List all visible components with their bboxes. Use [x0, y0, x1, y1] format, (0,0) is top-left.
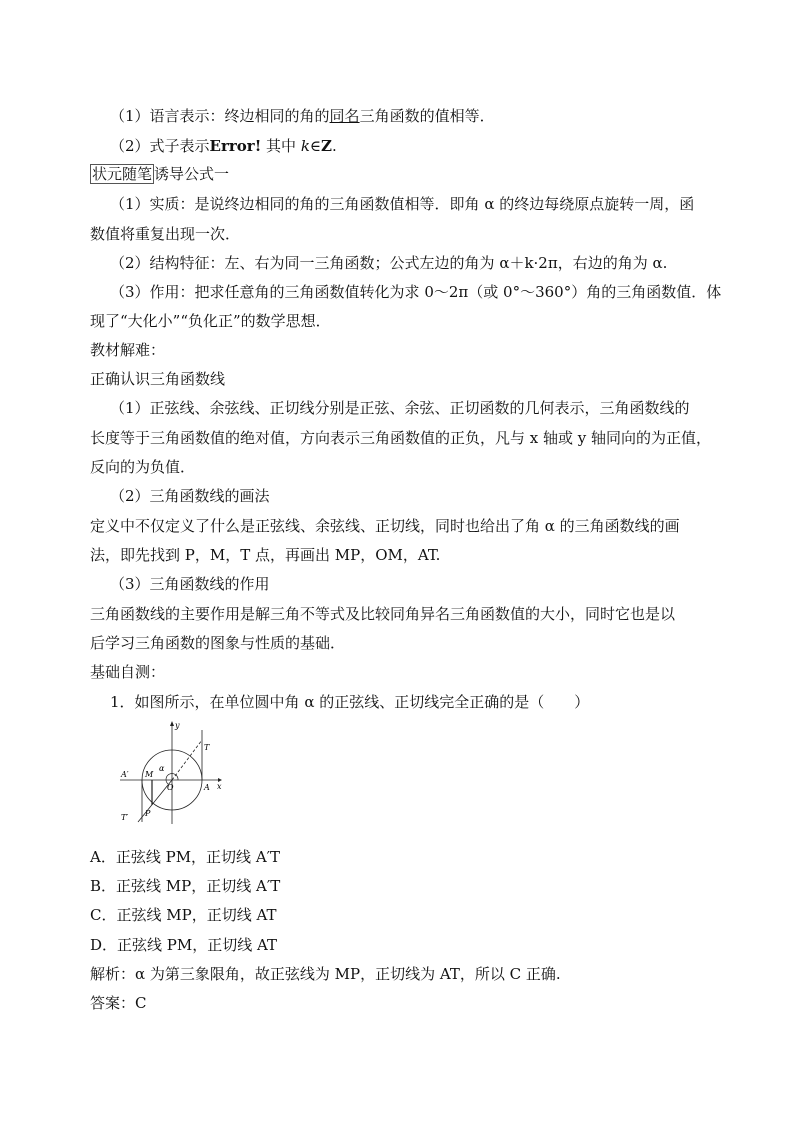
option-a: A．正弦线 PM，正切线 A′T — [90, 848, 281, 866]
paragraph-usage-line2: 后学习三角函数的图象与性质的基础． — [90, 634, 346, 652]
label-x: x — [217, 782, 222, 791]
dashed-ray-to-t — [172, 740, 202, 780]
label-t: T — [204, 743, 210, 752]
option-b: B．正弦线 MP，正切线 A′T — [90, 877, 281, 895]
paragraph-essence-line2: 数值将重复出现一次． — [90, 225, 241, 243]
text: ∈ — [309, 137, 322, 155]
label-a-prime: A′ — [121, 770, 129, 779]
label-m: M — [145, 770, 154, 779]
text: 诱导公式一 — [154, 165, 230, 183]
paragraph-trig-lines-line1: （1）正弦线、余弦线、正切线分别是正弦、余弦、正切函数的几何表示，三角函数线的 — [110, 399, 690, 417]
heading-textbook-difficulty: 教材解难： — [90, 341, 166, 359]
text: （2）式子表示 — [110, 137, 210, 155]
paragraph-usage-line1: 三角函数线的主要作用是解三角不等式及比较同角异名三角函数值的大小，同时它也是以 — [90, 605, 676, 623]
answer-text: 答案：C — [90, 994, 147, 1012]
unit-circle-figure — [118, 718, 226, 826]
paragraph-drawing-line2: 法，即先找到 P，M，T 点，再画出 MP，OM，AT. — [90, 546, 441, 564]
analysis-text: 解析：α 为第三象限角，故正弦线为 MP，正切线为 AT，所以 C 正确. — [90, 965, 561, 983]
variable-k: k — [300, 137, 310, 155]
option-d: D．正弦线 PM，正切线 AT — [90, 936, 278, 954]
paragraph-formula-expression — [110, 136, 337, 156]
unit-circle-diagram — [118, 718, 226, 826]
paragraph-drawing-line1: 定义中不仅定义了什么是正弦线、余弦线、正切线，同时也给出了角 α 的三角函数线的画 — [90, 517, 680, 535]
label-y: y — [175, 721, 180, 730]
paragraph-function-line1: （3）作用：把求任意角的三角函数值转化为求 0～2π（或 0°～360°）角的三角函数值．体 — [110, 283, 722, 301]
paragraph-structure: （2）结构特征：左、右为同一三角函数；公式左边的角为 α＋k·2π，右边的角为 α. — [110, 254, 668, 272]
paragraph-trig-lines-line3: 反向的为负值． — [90, 458, 196, 476]
text: 其中 — [261, 137, 301, 155]
underlined-text: 同名 — [329, 107, 360, 125]
paragraph-trig-lines-line2: 长度等于三角函数值的绝对值，方向表示三角函数值的正负，凡与 x 轴或 y 轴同向的为正值， — [90, 429, 712, 447]
y-axis-arrow — [170, 721, 174, 726]
option-c: C．正弦线 MP，正切线 AT — [90, 906, 277, 924]
label-a: A — [204, 783, 210, 792]
section-heading-induction-formula — [90, 164, 229, 184]
heading-trig-lines: 正确认识三角函数线 — [90, 370, 226, 388]
question-1: 1．如图所示，在单位圆中角 α 的正弦线、正切线完全正确的是（ ） — [110, 693, 590, 711]
paragraph-language-expression — [110, 106, 495, 126]
label-alpha: α — [159, 764, 165, 773]
error-text: Error! — [209, 137, 262, 155]
set-z: Z — [321, 137, 332, 155]
paragraph-function-line2: 现了“大化小”“负化正”的数学思想． — [90, 312, 331, 330]
label-t-prime: T′ — [121, 813, 129, 822]
paragraph-essence-line1: （1）实质：是说终边相同的角的三角函数值相等．即角 α 的终边每绕原点旋转一周，函 — [110, 195, 695, 213]
heading-drawing-method: （2）三角函数线的画法 — [110, 487, 270, 505]
heading-self-test: 基础自测： — [90, 663, 166, 681]
text: . — [331, 137, 337, 155]
boxed-label: 状元随笔 — [92, 165, 153, 183]
text: （1）语言表示：终边相同的角的 — [110, 107, 330, 125]
label-p: P — [145, 809, 151, 818]
heading-usage: （3）三角函数线的作用 — [110, 575, 270, 593]
text: 三角函数的值相等． — [359, 107, 495, 125]
label-o: O — [167, 783, 174, 792]
